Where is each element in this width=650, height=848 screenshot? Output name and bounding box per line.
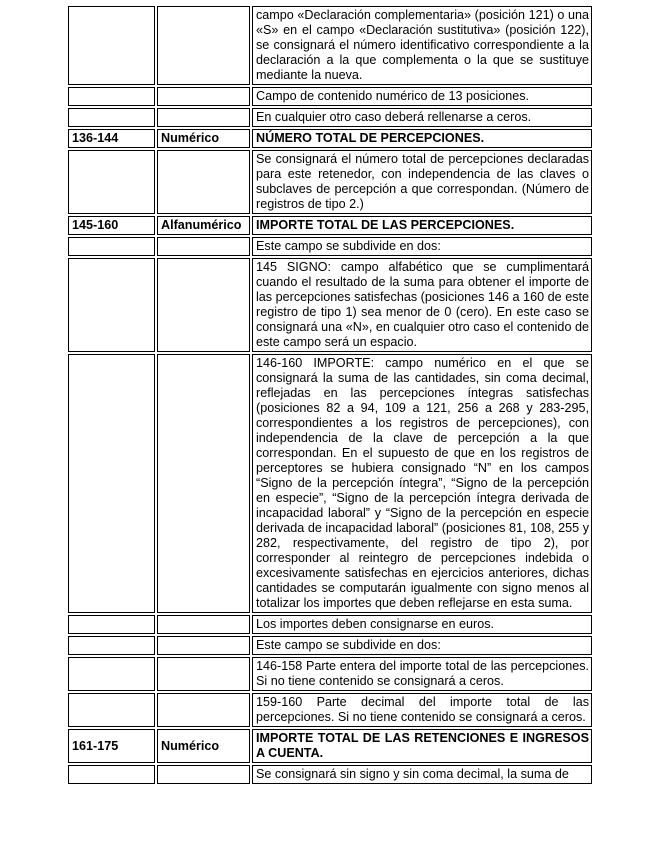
field-header-row: [68, 729, 592, 763]
table-row: [68, 87, 592, 106]
position-cell: 145-160: [68, 216, 155, 235]
table-row: [68, 693, 592, 727]
type-cell: [157, 765, 250, 784]
description-cell: 146-160 IMPORTE: campo numérico en el que se consignará la suma de las cantidades, sin coma decimal, reflejadas en las percepciones íntegras satisfechas (posiciones 82 a 94, 109 a 121, 256 a 268 y 283-295, correspondientes a los registros de percepciones), con independencia de la clave de percepción a la que correspondan. En el supuesto de que en los registros de perceptores se hubiera consignado “N” en los campos “Signo de la percepción íntegra”, “Signo de la percepción en especie”, “Signo de la percepción íntegra derivada de incapacidad laboral” y “Signo de la percepción en especie derivada de incapacidad laboral” (posiciones 81, 108, 255 y 282, respectivamente, del registro de tipo 2), por corresponder al reintegro de percepciones indebida o excesivamente satisfechas en ejercicios anteriores, dichas cantidades se computarán igualmente con signo menos al totalizar los importes que deben reflejarse en esta suma.: [252, 354, 592, 613]
type-cell: [157, 6, 250, 85]
description-cell: 145 SIGNO: campo alfabético que se cumplimentará cuando el resultado de la suma para obtener el importe de las percepciones satisfechas (posiciones 146 a 160 de este registro de tipo 1) sea menor de 0 (cero). En este caso se consignará una «N», en cualquier otro caso el contenido de este campo será un espacio.: [252, 258, 592, 352]
table-row: [68, 258, 592, 352]
position-cell: 161-175: [68, 729, 155, 763]
position-cell: [68, 237, 155, 256]
position-cell: [68, 87, 155, 106]
field-title-cell: NÚMERO TOTAL DE PERCEPCIONES.: [252, 129, 592, 148]
position-cell: [68, 6, 155, 85]
position-cell: 136-144: [68, 129, 155, 148]
record-spec-table: [66, 4, 594, 786]
table-row: [68, 657, 592, 691]
description-cell: Se consignará sin signo y sin coma decimal, la suma de: [252, 765, 592, 784]
type-cell: [157, 354, 250, 613]
description-cell: 146-158 Parte entera del importe total de las percepciones. Si no tiene contenido se consignará a ceros.: [252, 657, 592, 691]
table-row: [68, 615, 592, 634]
type-cell: [157, 657, 250, 691]
description-cell: Campo de contenido numérico de 13 posiciones.: [252, 87, 592, 106]
type-cell: [157, 258, 250, 352]
type-cell: [157, 636, 250, 655]
description-cell: 159-160 Parte decimal del importe total de las percepciones. Si no tiene contenido se consignará a ceros.: [252, 693, 592, 727]
table-row: [68, 636, 592, 655]
position-cell: [68, 615, 155, 634]
description-cell: campo «Declaración complementaria» (posición 121) o una «S» en el campo «Declaración sustitutiva» (posición 122), se consignará el número identificativo correspondiente a la declaración a la que complementa o la que se sustituye mediante la nueva.: [252, 6, 592, 85]
table-row: [68, 108, 592, 127]
position-cell: [68, 636, 155, 655]
type-cell: [157, 693, 250, 727]
type-cell: [157, 615, 250, 634]
type-cell: [157, 237, 250, 256]
description-cell: En cualquier otro caso deberá rellenarse a ceros.: [252, 108, 592, 127]
type-cell: [157, 108, 250, 127]
position-cell: [68, 108, 155, 127]
type-cell: [157, 150, 250, 214]
description-cell: Se consignará el número total de percepciones declaradas para este retenedor, con independencia de las claves o subclaves de percepción a que correspondan. (Número de registros de tipo 2.): [252, 150, 592, 214]
table-row: [68, 6, 592, 85]
position-cell: [68, 150, 155, 214]
position-cell: [68, 354, 155, 613]
type-cell: [157, 87, 250, 106]
table-row: [68, 354, 592, 613]
type-cell: Alfanumérico: [157, 216, 250, 235]
table-row: [68, 765, 592, 784]
position-cell: [68, 258, 155, 352]
description-cell: Este campo se subdivide en dos:: [252, 636, 592, 655]
field-header-row: [68, 129, 592, 148]
table-row: [68, 237, 592, 256]
table-row: [68, 150, 592, 214]
type-cell: Numérico: [157, 729, 250, 763]
position-cell: [68, 765, 155, 784]
field-title-cell: IMPORTE TOTAL DE LAS PERCEPCIONES.: [252, 216, 592, 235]
type-cell: Numérico: [157, 129, 250, 148]
description-cell: Los importes deben consignarse en euros.: [252, 615, 592, 634]
position-cell: [68, 657, 155, 691]
description-cell: Este campo se subdivide en dos:: [252, 237, 592, 256]
field-header-row: [68, 216, 592, 235]
position-cell: [68, 693, 155, 727]
field-title-cell: IMPORTE TOTAL DE LAS RETENCIONES E INGRESOS A CUENTA.: [252, 729, 592, 763]
